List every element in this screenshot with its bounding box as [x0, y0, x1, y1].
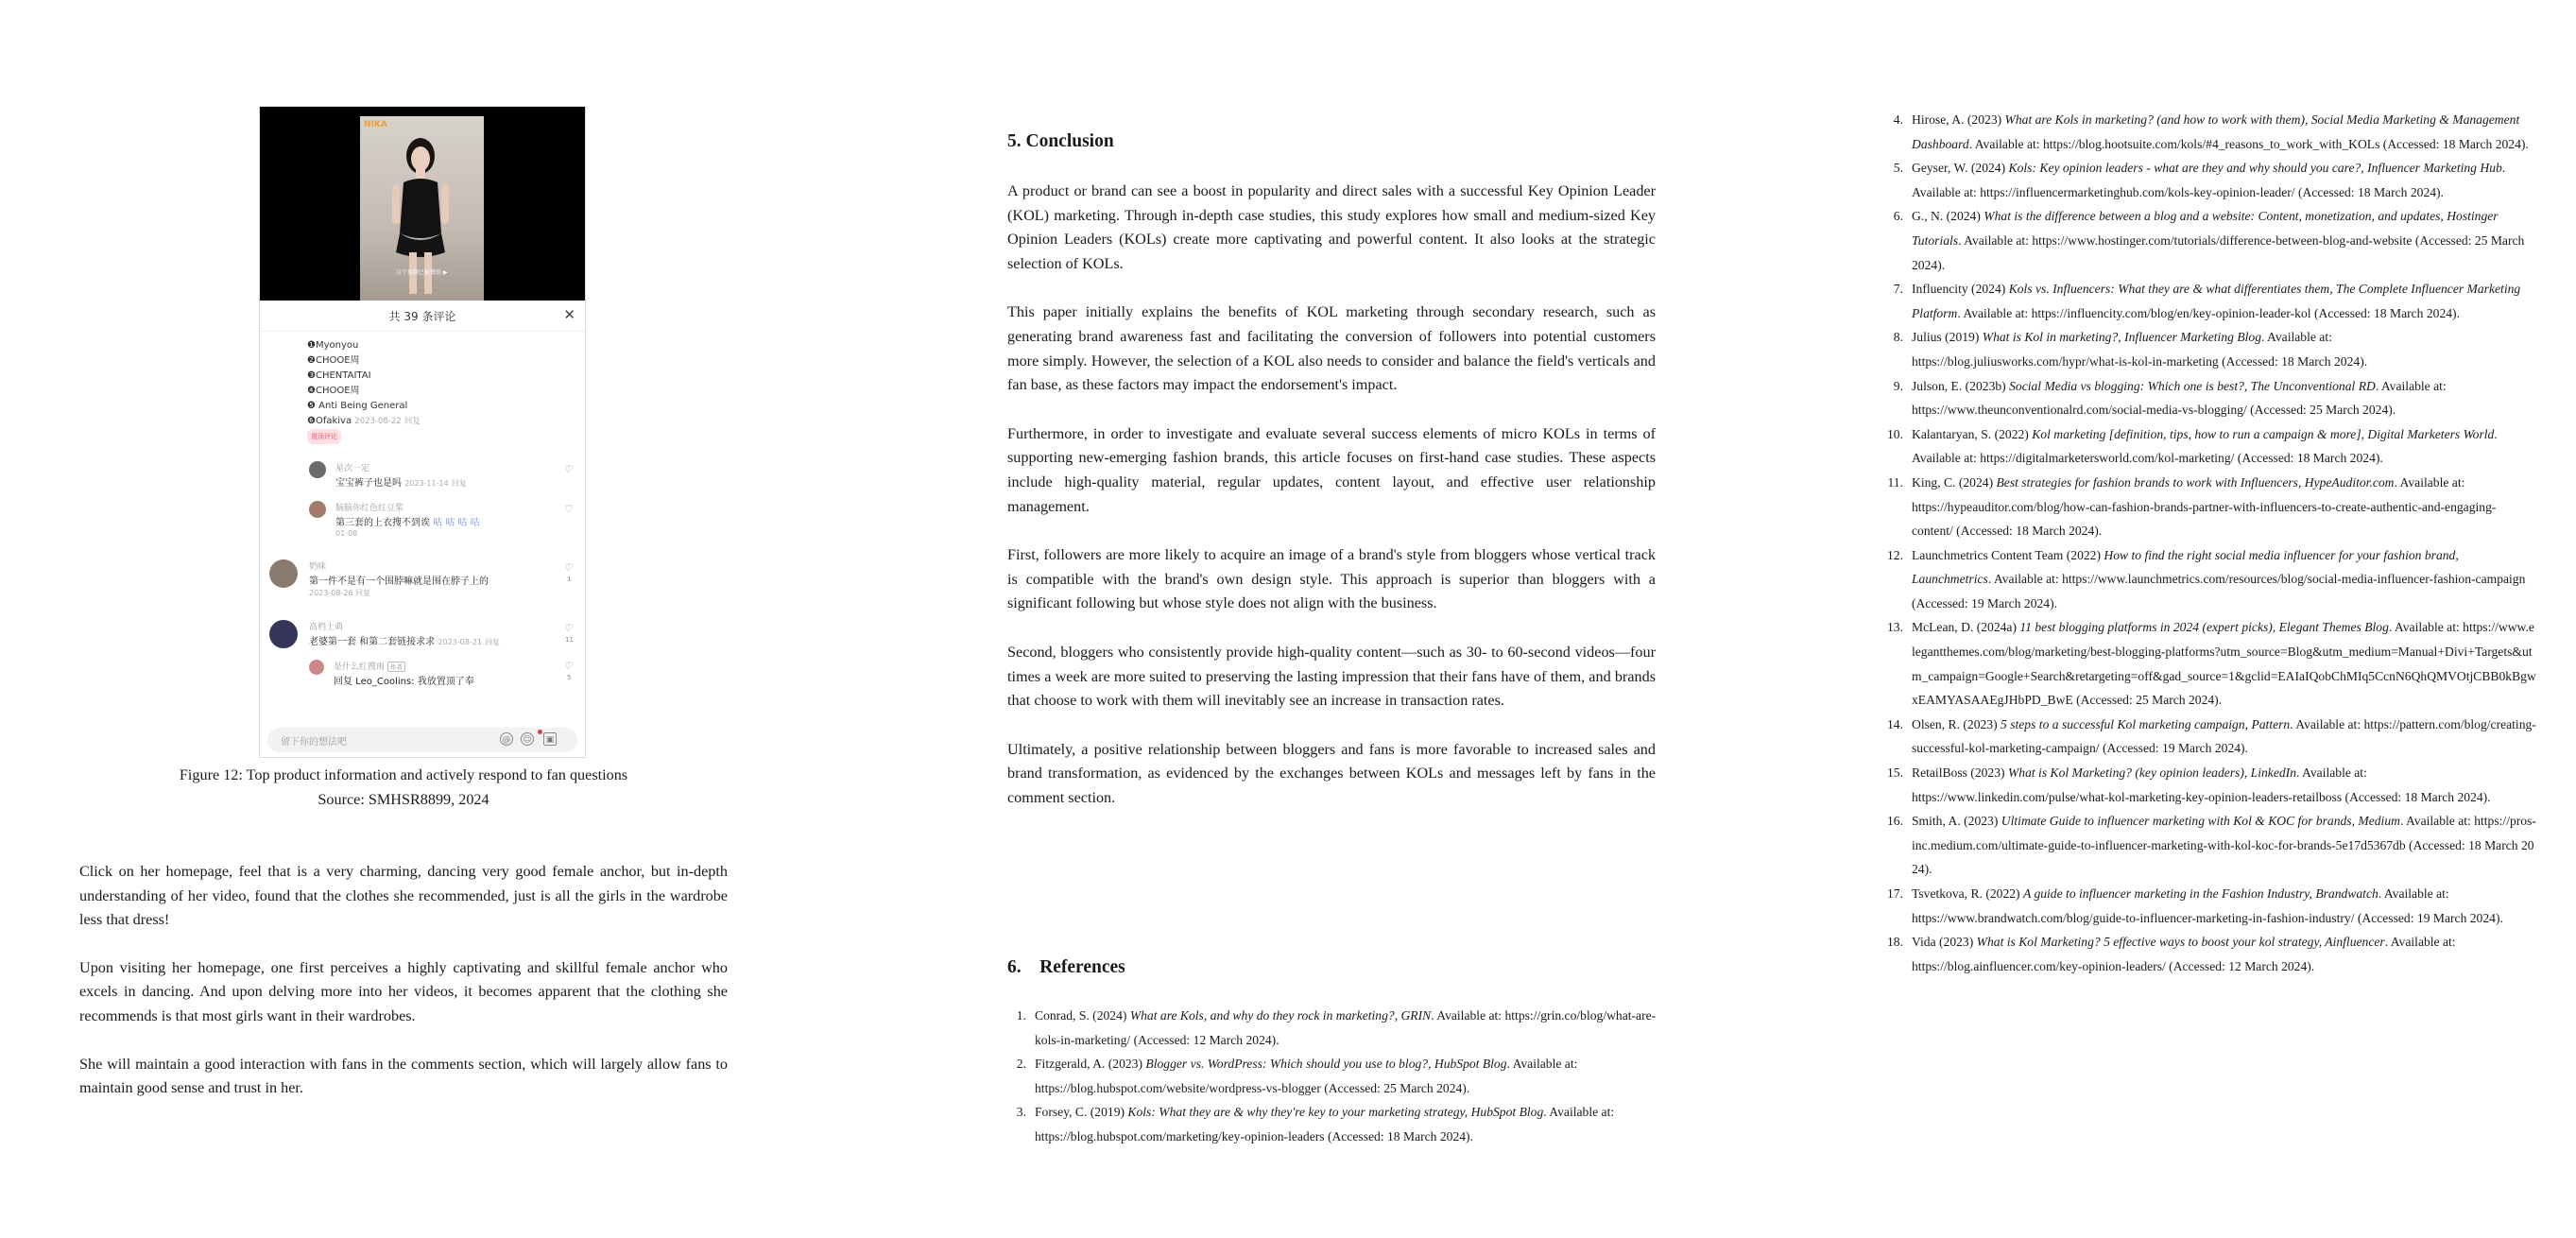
reference-item: 8. Julius (2019) What is Kol in marketing?, Influencer Marketing Blog. Available at: https://blog.juliusworks.com/hypr/what-is-kol-in-marketing (Accessed: 18 March 2024). — [1893, 330, 2368, 369]
avatar — [309, 501, 326, 518]
heart-icon[interactable]: ♡ — [564, 503, 574, 515]
paragraph: This paper initially explains the benefits of KOL marketing through secondary research, such as generating brand awareness fast and facilitating the conversion of followers into potential customers more simply. However, the selection of a KOL also needs to consider and balance the field's verticals and fan base, as these factors may impact the endorsement's impact. — [1007, 303, 1656, 394]
ranking-item: ❺ Anti Being General — [307, 401, 408, 411]
reference-item: 1. Conrad, S. (2024) What are Kols, and why do they rock in marketing?, GRIN. Available at: https://grin.co/blog/what-are-kols-in-marketing/ (Accessed: 12 March 2024). — [1016, 1008, 1657, 1047]
image-icon[interactable]: ▣ — [543, 732, 557, 746]
ranking-item: ❶Myonyou — [307, 340, 359, 351]
avatar — [269, 620, 298, 648]
paragraph: Upon visiting her homepage, one first perceives a highly captivating and skillful female anchor who excels in dancing. And upon delving more into her videos, it becomes apparent that the clothing she recommends is that most girls want in their wardrobes. — [79, 958, 728, 1024]
comment-item[interactable] — [309, 501, 574, 544]
ranking-item: ❷CHOOE周 — [307, 355, 360, 366]
heart-icon[interactable]: ♡ — [564, 622, 574, 634]
paragraph: Furthermore, in order to investigate and evaluate several success elements of micro KOLs in terms of supporting new-emerging fashion brands, this article focuses on first-hand case studies. These aspects include high-quality material, regular updates, content layout, and effective user relationship management. — [1007, 424, 1656, 515]
emoji-icon[interactable]: ☺ — [521, 732, 534, 746]
comment-item[interactable] — [269, 620, 574, 654]
heart-icon[interactable]: ♡ — [564, 561, 574, 574]
reference-item: 10. Kalantaryan, S. (2022) Kol marketing [definition, tips, how to run a campaign & more], Digital Marketers World. Available at: https://digitalmarketersworld.com/kol-marketing/ (Accessed: 18 March 2024). — [1887, 426, 2498, 466]
reference-item: 15. RetailBoss (2023) What is Kol Marketing? (key opinion leaders), LinkedIn. Available at: https://www.linkedin.com/pulse/what-kol-marketing-key-opinion-leaders-retailboss (Accessed: 18 March 2024). — [1887, 765, 2491, 804]
comment-time: 01-08 — [335, 529, 358, 538]
comment-author: 奶味 — [309, 562, 327, 572]
like-count: 11 — [565, 636, 574, 644]
comments-count-title: 共 39 条评论 — [388, 310, 456, 323]
reference-item: 2. Fitzgerald, A. (2023) Blogger vs. WordPress: Which should you use to blog?, HubSpot Blog. Available at: https://blog.hubspot.com/website/wordpress-vs-blogger (Accessed: 25 March 2024). — [1016, 1057, 1578, 1095]
video-frame — [360, 116, 484, 301]
paragraph: She will maintain a good interaction with fans in the comments section, which will largely allow fans to maintain good sense and trust in her. — [79, 1055, 728, 1097]
references-heading: 6. References — [1007, 957, 1125, 977]
references-list-part1 — [1007, 1004, 1659, 1149]
comment-text: 第一件不是有一个围脖嘛就是围在脖子上的 — [309, 576, 489, 587]
figure-caption-title: Figure 12: Top product information and actively respond to fan questions — [179, 766, 628, 783]
reference-item: 14. Olsen, R. (2023) 5 steps to a successful Kol marketing campaign, Pattern. Available at: https://pattern.com/blog/creating-successful-kol-marketing-campaign/ (Accessed: 19 March 2024). — [1887, 716, 2536, 756]
pinned-pill: 置顶评论 — [307, 429, 341, 444]
close-icon[interactable]: ✕ — [563, 306, 575, 323]
heart-icon[interactable]: ♡ — [564, 463, 574, 475]
comment-author: 高档土萌 — [309, 623, 344, 632]
like-count: 1 — [567, 576, 572, 583]
reference-item: 5. Geyser, W. (2024) Kols: Key opinion leaders - what are they and why should you care?, Influencer Marketing Hub. Available at: https://influencermarketinghub.com/kols-key-opinion-leader/ (Accessed: 18 March 2024). — [1893, 161, 2506, 199]
reference-item: 11. King, C. (2024) Best strategies for fashion brands to work with Influencers, HypeAuditor.com. Available at: https://hypeauditor.com/blog/how-can-fashion-brands-partner-with-influencers-to-create-authentic-and-engaging-content/ (Accessed: 18 March 2024). — [1887, 474, 2497, 539]
comment-input[interactable] — [267, 728, 577, 752]
paragraph: A product or brand can see a boost in popularity and direct sales with a successful Key Opinion Leader (KOL) marketing. Through in-depth case studies, this study explores how small and medium-sized Key Opinion Leaders (KOLs) create more captivating and powerful content. It also looks at the strategic selection of KOLs. — [1007, 182, 1656, 272]
conclusion-body — [1007, 180, 1656, 810]
ranking-item: ❻Ofakiva 2023-08-22 回复 — [307, 416, 421, 426]
notification-dot — [538, 730, 542, 734]
avatar — [309, 461, 326, 478]
ranking-item: ❸CHENTAITAI — [307, 370, 371, 381]
ranking-list — [307, 338, 421, 444]
reference-item: 7. Influencity (2024) Kols vs. Influencers: What they are & what differentiates them, The Complete Influencer Marketing Platform. Available at: https://influencity.com/blog/en/key-opinion-leader-kol (Accessed: 18 March 2024). — [1893, 282, 2521, 320]
paragraph: Ultimately, a positive relationship between bloggers and fans is more favorable to increased sales and brand transformation, as evidenced by the exchanges between KOLs and messages left by fans in the comment section. — [1007, 740, 1656, 806]
paragraph: Click on her homepage, feel that is a very charming, dancing very good female anchor, but in-depth understanding of her video, found that the clothes she recommended, just is all the girls in the wardrobe less that dress! — [79, 863, 728, 929]
reference-item: 12. Launchmetrics Content Team (2022) How to find the right social media influencer for your fashion brand, Launchmetrics. Available at: https://www.launchmetrics.com/resources/blog/social-media-influencer-fashion-campaign (Accessed: 19 March 2024). — [1887, 547, 2526, 610]
comment-item[interactable] — [309, 461, 574, 491]
reference-item: 18. Vida (2023) What is Kol Marketing? 5 effective ways to boost your kol strategy, Ainfluencer. Available at: https://blog.ainfluencer.com/key-opinion-leaders/ (Accessed: 12 March 2024). — [1887, 935, 2456, 973]
video-caption: 这个视频已被赞助 ▶ — [396, 269, 448, 276]
comment-text: 回复 Leo_Coolins: 我放置顶了奉 — [334, 677, 474, 687]
video-tag: NIKA — [364, 120, 387, 129]
figure-caption — [79, 764, 728, 812]
reference-item: 6. G., N. (2024) What is the difference between a blog and a website: Content, monetization, and updates, Hostinger Tutorials. Available at: https://www.hostinger.com/tutorials/difference-between-blog-and-website (Accessed: 25 March 2024). — [1893, 209, 2525, 272]
comment-text: 老婆第一套 和第二套链接求求 2023-08-21 回复 — [309, 637, 501, 647]
comments-sheet-header — [260, 301, 585, 332]
comment-input-placeholder: 留下你的想法吧 — [281, 737, 347, 748]
comment-time: 2023-08-26 回复 — [309, 589, 371, 597]
paragraph: Second, bloggers who consistently provide high-quality content—such as 30- to 60-second videos—four times a week are more suited to preserving the lasting impression that their fans have of them, and brands that choose to work with them will inevitably see an increase in transaction rates. — [1007, 643, 1656, 710]
references-list-part2 — [1884, 108, 2536, 978]
figure-caption-source: Source: SMHSR8899, 2024 — [318, 790, 489, 808]
paragraph: First, followers are more likely to acquire an image of a brand's style from bloggers whose vertical track is compatible with the brand's own design style. This approach is superior than bloggers with a significant following but whose style does not align with the business. — [1007, 546, 1656, 612]
comment-text: 第三套的上衣搜不到诶 咕 咕 咕 咕 — [335, 518, 480, 528]
reference-item: 4. Hirose, A. (2023) What are Kols in marketing? (and how to work with them), Social Media Marketing & Management Dashboard. Available at: https://blog.hootsuite.com/kols/#4_reasons_to_work_with_KOLs (Accessed: 18 March 2024). — [1893, 112, 2529, 151]
comment-item[interactable] — [269, 559, 574, 603]
reference-item: 3. Forsey, C. (2019) Kols: What they are & why they're key to your marketing strategy, HubSpot Blog. Available at: https://blog.hubspot.com/marketing/key-opinion-leaders (Accessed: 18 March 2024). — [1016, 1105, 1615, 1143]
ranking-item: ❹CHOOE周 — [307, 386, 360, 396]
comments-sheet — [260, 301, 585, 757]
reference-item: 13. McLean, D. (2024a) 11 best blogging platforms in 2024 (expert picks), Elegant Themes Blog. Available at: https://www.elegantthemes.com/blog/marketing/best-blogging-platforms?utm_source=Blog&utm_medium=Manual+Divi+Targets&utm_campaign=Google+Search&retargeting=off&gad_source=1&gclid=EAIaIQobChMIq5CcnN6QhQMVOtjCBB0kBgwxEAMYASAAEgJHbPD_BwE (Accessed: 25 March 2024). — [1887, 620, 2536, 708]
avatar — [269, 559, 298, 588]
comment-author: 脑脑你红色红豆浆 — [335, 504, 404, 513]
like-count: 5 — [567, 674, 572, 681]
mention-icon[interactable]: @ — [500, 732, 513, 746]
heart-icon[interactable]: ♡ — [564, 660, 574, 672]
comment-text: 宝宝裤子也是吗 2023-11-14 回复 — [335, 478, 467, 489]
video-player[interactable] — [260, 107, 585, 301]
comment-author: 星次一定 — [335, 464, 370, 473]
figure-12-screenshot — [259, 106, 586, 758]
reference-item: 9. Julson, E. (2023b) Social Media vs blogging: Which one is best?, The Unconventional RD. Available at: https://www.theunconventionalrd.com/social-media-vs-blogging/ (Accessed: 25 March 2024). — [1893, 378, 2447, 418]
left-text-column — [79, 860, 728, 1101]
comment-author: 是什么红搜雨 作者 — [334, 660, 405, 672]
reference-item: 16. Smith, A. (2023) Ultimate Guide to influencer marketing with Kol & KOC for brands, Medium. Available at: https://pros-inc.medium.com/ultimate-guide-to-influencer-marketing-with-kol-koc-for-brands-5e17d5367db (Accessed: 18 March 2024). — [1887, 814, 2536, 877]
avatar — [309, 660, 324, 675]
reference-item: 17. Tsvetkova, R. (2022) A guide to influencer marketing in the Fashion Industry, Brandwatch. Available at: https://www.brandwatch.com/blog/guide-to-influencer-marketing-in-fashion-industry/ (Accessed: 19 March 2024). — [1887, 886, 2503, 925]
comment-item[interactable] — [309, 660, 574, 697]
conclusion-heading: 5. Conclusion — [1007, 131, 1114, 151]
